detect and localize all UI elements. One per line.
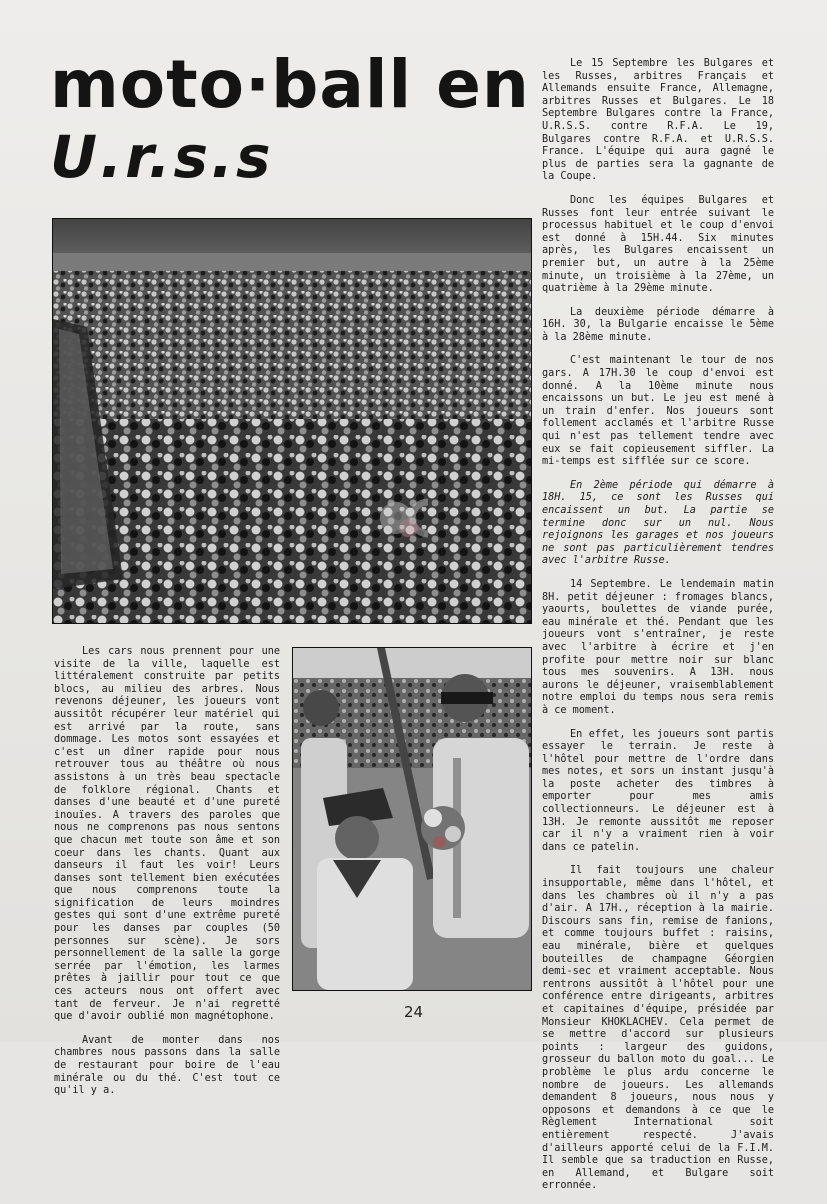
stadium-crowd-photo (52, 218, 532, 624)
headline-line-1: moto·ball en (50, 46, 530, 123)
paragraph-restaurant: Avant de monter dans nos chambres nous passons dans la salle de restaurant pour boire de l'eau minérale ou du thé. C'est tout ce qu'il y a. (54, 1034, 280, 1097)
ceremony-photo (292, 647, 532, 991)
paragraph-schedule: Le 15 Septembre les Bulgares et les Russes, arbitres Français et Allemands ensuite France, Allemagne, arbitres Russes et Bulgares. Le 18 Septembre Bulgares contre la France, U.R.S.S. contre R.F.A. Le 19, Bulgares contre R.F.A. et U.R.S.S. France. L'équipe qui aura gagné le plus de parties sera la gagnante de la Coupe. (542, 58, 774, 183)
paragraph-terrain: En effet, les joueurs sont partis essayer le terrain. Je reste à l'hôtel pour mettre de l'ordre dans mes notes, et sors un instant jusqu'à la poste acheter des timbres à emporter pour mes amis collectionneurs. Le déjeuner est à 13H. Je remonte aussitôt me reposer car il n'y a vraiment rien à voir dans ce patelin. (542, 728, 774, 853)
paragraph-second-period: La deuxième période démarre à 16H. 30, la Bulgarie encaisse le 5ème à la 28ème minute. (542, 306, 774, 343)
article-right-column (542, 58, 774, 1204)
headline-line-2: U.r.s.s (50, 123, 274, 191)
paragraph-reception: Il fait toujours une chaleur insupportable, même dans l'hôtel, et dans les chambres où il n'y a pas d'air. A 17H., réception à la mairie. Discours sans fin, remise de fanions, et comme toujours buffet : raisins, eau minérale, bière et quelques bouteilles de champagne Géorgien demi-sec et vraiment acceptable. Nous rentrons aussitôt à l'hôtel pour une conférence entre dirigeants, arbitres et capitaines d'équipe, présidée par Monsieur KHOKLACHEV. Cela permet de se mettre d'accord sur plusieurs points : largeur des guidons, grosseur du ballon moto du goal... Le problème le plus ardu concerne le nombre de joueurs. Les allemands demandent 8 joueurs, nous nous y opposons et demandons à ce que le Règlement International soit entièrement respecté. J'avais d'ailleurs apporté celui de la F.I.M. Il semble que sa traduction en Russe, en Allemand, et Bulgare soit erronnée. (542, 865, 774, 1192)
page-number: 24 (403, 1003, 424, 1021)
paragraph-14-september: 14 Septembre. Le lendemain matin 8H. petit déjeuner : fromages blancs, yaourts, boulettes de viande purée, eau minérale et thé. Pendant que les joueurs vont s'entraîner, je reste avec l'arbitre à écrire et j'en profite pour mettre noir sur blanc tous mes souvenirs. A 13H. nous aurons le déjeuner, vraisemblablement notre emploi du temps nous sera remis à ce moment. (542, 578, 774, 716)
watermark-logo (366, 488, 466, 548)
paragraph-city-visit: Les cars nous prennent pour une visite de la ville, laquelle est littéralement construite par petits blocs, au milieu des arbres. Nous revenons déjeuner, les joueurs vont aussitôt récupérer leur matériel qui est arrivé par la route, sans dommage. Les motos sont essayées et c'est un dîner rapide pour nous retrouver tous au théâtre où nous assistons à un très beau spectacle de folklore régional. Chants et danses d'une beauté et d'une pureté inouïes. A travers des paroles que nous ne comprenons pas nous sentons que chacun met toute son âme et son coeur dans les chants. Quant aux danseurs il faut les voir! Leurs danses sont tellement bien exécutées que nous comprenons toute la signification de leurs moindres gestes qui sont d'une extrême pureté pour les danses par couples (50 personnes sur scène). Je sors personnellement de la salle la gorge serrée par l'émotion, les larmes prêtes à jaillir pour tout ce que ces acteurs nous ont offert avec tant de ferveur. Je n'ai regretté que d'avoir oublié mon magnétophone. (54, 646, 280, 1023)
article-left-column (54, 646, 280, 1109)
paragraph-french-match: C'est maintenant le tour de nos gars. A 17H.30 le coup d'envoi est donné. A la 10ème minute nous encaissons un but. Le jeu est mené à un train d'enfer. Nos joueurs sont follement acclamés et l'arbitre Russe qui n'est pas tellement tendre avec eux se fait copieusement siffler. La mi-temps est sifflée sur ce score. (542, 355, 774, 468)
paragraph-french-second-period: En 2ème période qui démarre à 18H. 15, ce sont les Russes qui encaissent un but. La partie se termine donc sur un nul. Nous rejoignons les garages et nos joueurs ne sont pas particulièrement tendres avec l'arbitre Russe. (542, 479, 774, 567)
paragraph-first-match: Donc les équipes Bulgares et Russes font leur entrée suivant le processus habituel et le coup d'envoi est donné à 15H.44. Six minutes après, les Bulgares encaissent un premier but, un autre à la 25ème minute, un troisième à la 27ème, un quatrième à la 29ème minute. (542, 194, 774, 295)
